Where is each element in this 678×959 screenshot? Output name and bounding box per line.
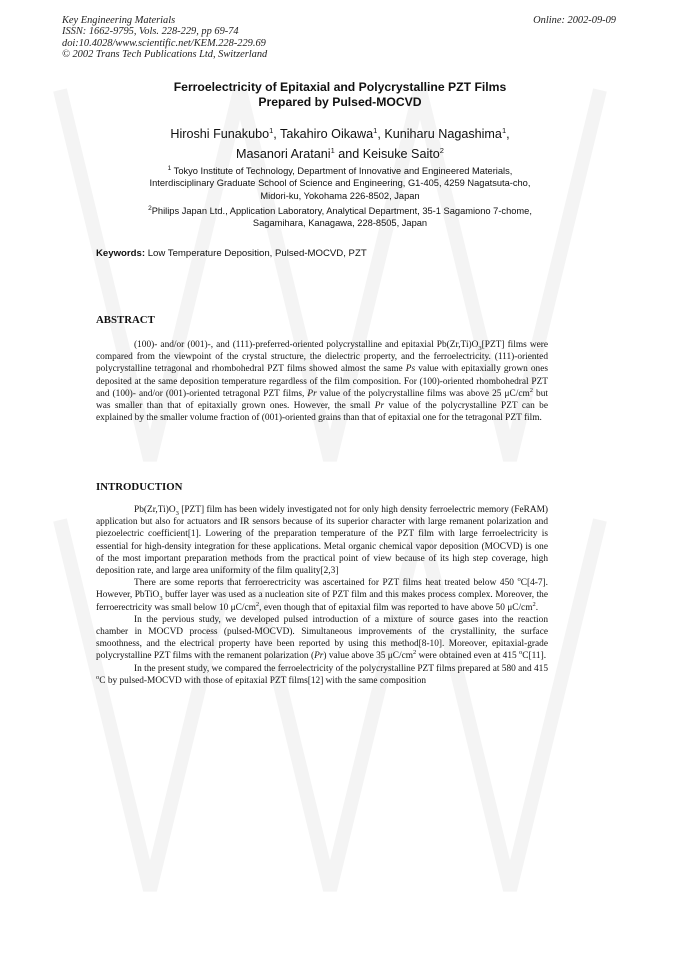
paper-title [80, 80, 600, 110]
author-name: Kuniharu Nagashima [384, 127, 502, 142]
online-date: Online: 2002-09-09 [533, 15, 616, 26]
abstract-paragraph: (100)- and/or (001)-, and (111)-preferred-oriented polycrystalline and epitaxial $Pb(Zr,Ti)O_3[PZT]$ films were compared from the viewpoint of the crystal structure, the dielectric property, and the ferroelectricity. (111)-oriented polycrystalline tetragonal and rhombohedral PZT films showed almost the same Ps value with epitaxially grown ones deposited at the same deposition temperature regardless of the film composition. For (100)-oriented rhombohedral PZT and (100)- and/or (001)-oriented tetragonal PZT films, Pr value of the polycrystalline films was above 25 $\mu C/cm^2$ but was smaller than that of epitaxially grown ones. However, the small Pr value of the polycrystalline PZT can be explained by the smaller volume fraction of (001)-oriented grains than that of epitaxial one for the tetragonal PZT film. [96, 340, 549, 424]
title-line-2: Prepared by Pulsed-MOCVD [258, 95, 422, 109]
introduction-heading: INTRODUCTION [96, 481, 183, 493]
author-line-1: Hiroshi Funakubo$^1$, Takahiro Oikawa$^1$, Kuniharu Nagashima$^1$, [170, 126, 510, 142]
abstract-body [96, 339, 548, 424]
journal-name: Key Engineering Materials [62, 15, 176, 26]
affiliation-sup: 1 [373, 126, 378, 135]
affiliation-sup: 1 [269, 126, 274, 135]
intro-paragraph-3: In the pervious study, we developed pulsed introduction of a mixture of source gases into the reaction chamber in MOCVD process (pulsed-MOCVD). Simultaneous improvements of the crystallinity, the surface smoothness, and the electrical property have been reported by using this method[8-10]. Moreover, epitaxial-grade polycrystalline PZT films with the remanent polarization (Pr) value above 35 $\mu C/cm^2$ were obtained even at 415 $^o$C[11]. [96, 614, 548, 662]
introduction-body [96, 504, 548, 687]
keywords-label: Keywords: [96, 248, 146, 259]
author-name: Keisuke Saito [362, 146, 440, 161]
affiliation-sup: 1 [501, 126, 507, 135]
affiliation-marker: 1 [167, 165, 172, 172]
keywords-text: Low Temperature Deposition, Pulsed-MOCVD, PZT [145, 248, 367, 259]
author-list [60, 123, 620, 162]
issn-line: ISSN: 1662-9795, Vols. 228-229, pp 69-74 [62, 26, 239, 38]
author-line-2: Masanori Aratani$^1$ and Keisuke Saito$^2$ [236, 145, 444, 161]
copyright-line: © 2002 Trans Tech Publications Ltd, Switzerland [62, 49, 268, 61]
affiliation-marker: 2 [148, 205, 152, 212]
doi-line: doi:10.4028/www.scientific.net/KEM.228-229.69 [62, 37, 266, 49]
journal-header [62, 15, 422, 61]
affiliation-1: $^1$ Tokyo Institute of Technology, Department of Innovative and Engineered Materials, Interdisciplinary Graduate School of Science and Engineering, G1-405, 4259 Nagatsuta-cho, Midori-ku, Yokohama 226-8502, Japan [149, 165, 531, 201]
intro-paragraph-2: There are some reports that ferroerectricity was ascertained for PZT films heat treated below 450 $^o$C[4-7]. However, PbTiO$_3$ buffer layer was used as a nucleation site of PZT film and this makes process complex. Moreover, the ferroerectricity was small below 10 $\mu C/cm^2$, even though that of epitaxial film was reported to have above 50 $\mu C/cm^2$. [96, 576, 548, 613]
author-name: Masanori Aratani [236, 146, 331, 161]
keywords-line [96, 248, 596, 259]
intro-paragraph-4: In the present study, we compared the ferroelectricity of the polycrystalline PZT films prepared at 580 and 415 $^o$C by pulsed-MOCVD with those of epitaxial PZT films[12] with the same composition [96, 663, 548, 686]
affiliation-sup: 1 [330, 145, 335, 155]
author-name: Takahiro Oikawa [280, 127, 374, 142]
affiliation-sup: 2 [439, 145, 444, 155]
affiliation-2: $^2$Philips Japan Ltd., Application Laboratory, Analytical Department, 35-1 Sagamiono 7-chome, Sagamihara, Kanagawa, 228-8505, Japan [148, 205, 532, 229]
intro-paragraph-1: $Pb(Zr,Ti)O_3$ [PZT] film has been widely investigated not for only high density ferroelectric memory (FeRAM) application but also for actuators and IR sensors because of its superior character with large remanent polarization and piezoelectric coefficient[1]. Lowering of the preparation temperature of the PZT film with large ferroelectricity is essential for high-density integration for these applications. Metal organic chemical vapor deposition (MOCVD) is one of the most important preparation methods from the practical point of view because of its high step coverage, high deposition rate, and large area uniformity of the film quality[2,3] [96, 505, 548, 577]
author-name: Hiroshi Funakubo [170, 127, 270, 142]
abstract-heading: ABSTRACT [96, 314, 155, 326]
title-line-1: Ferroelectricity of Epitaxial and Polycrystalline PZT Films [173, 80, 507, 94]
